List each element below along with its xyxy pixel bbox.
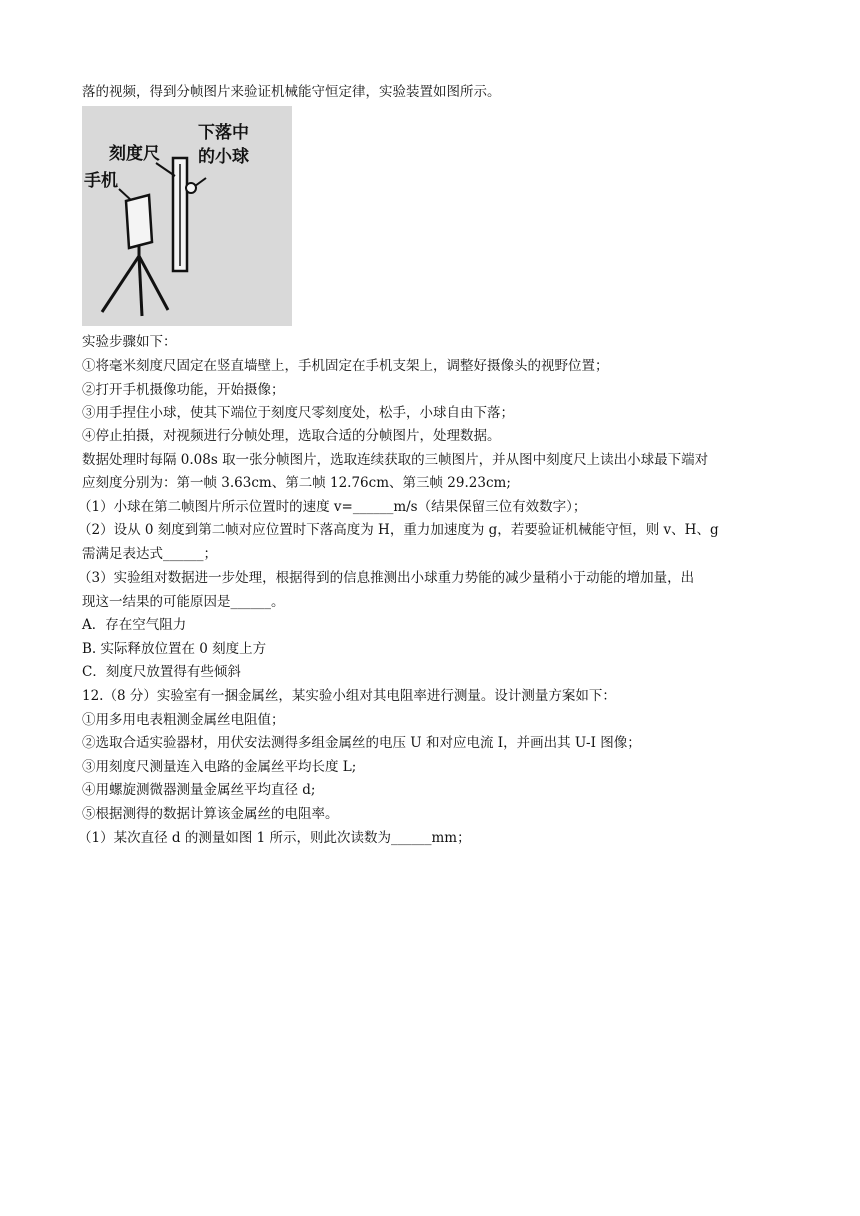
- step-item: ②打开手机摄像功能，开始摄像；: [82, 382, 285, 398]
- step-item: ③用手捏住小球，使其下端位于刻度尺零刻度处，松手，小球自由下落；: [82, 405, 514, 421]
- ball-shape: [186, 183, 196, 193]
- question-line: 需满足表达式______；: [82, 546, 217, 562]
- step-item: ⑤根据测得的数据计算该金属丝的电阻率。: [82, 806, 339, 822]
- option-a: A．存在空气阻力: [82, 617, 187, 633]
- question-line: （1）小球在第二帧图片所示位置时的速度 v=______m/s（结果保留三位有效数字）；: [78, 499, 587, 515]
- apparatus-diagram: [82, 106, 292, 326]
- step-item: ①用多用电表粗测金属丝电阻值；: [82, 712, 285, 728]
- text-line: 应刻度分别为：第一帧 3.63cm、第二帧 12.76cm、第三帧 29.23cm;: [82, 475, 511, 491]
- step-item: ②选取合适实验器材，用伏安法测得多组金属丝的电压 U 和对应电流 I，并画出其 U-I 图像；: [82, 735, 641, 751]
- ball-label-line1: 下落中: [198, 123, 249, 143]
- question-line: （3）实验组对数据进一步处理，根据得到的信息推测出小球重力势能的减少量稍小于动能的增加量，出: [78, 570, 695, 586]
- step-item: ①将毫米刻度尺固定在竖直墙壁上，手机固定在手机支架上，调整好摄像头的视野位置；: [82, 358, 609, 374]
- step-item: ③用刻度尺测量连入电路的金属丝平均长度 L;: [82, 759, 357, 775]
- phone-shape: [126, 195, 152, 248]
- step-item: ④停止拍摄，对视频进行分帧处理，选取合适的分帧图片，处理数据。: [82, 428, 501, 444]
- step-item: ④用螺旋测微器测量金属丝平均直径 d;: [82, 782, 316, 798]
- text-line: 落的视频，得到分帧图片来验证机械能守恒定律，实验装置如图所示。: [82, 84, 501, 100]
- phone-label: 手机: [84, 171, 118, 191]
- question-12-stem: 12.（8 分）实验室有一捆金属丝，某实验小组对其电阻率进行测量。设计测量方案如下：: [82, 688, 616, 704]
- ball-label-line2: 的小球: [198, 147, 249, 167]
- text-line: 实验步骤如下：: [82, 334, 177, 350]
- question-line: 现这一结果的可能原因是______。: [82, 594, 285, 610]
- apparatus-figure: [82, 106, 292, 326]
- question-line: （1）某次直径 d 的测量如图 1 所示，则此次读数为______mm；: [78, 830, 471, 846]
- text-line: 数据处理时每隔 0.08s 取一张分帧图片，选取连续获取的三帧图片，并从图中刻度尺上读出小球最下端对: [82, 452, 709, 468]
- option-b: B. 实际释放位置在 0 刻度上方: [82, 641, 267, 657]
- ruler-label: 刻度尺: [109, 144, 160, 164]
- option-c: C．刻度尺放置得有些倾斜: [82, 664, 241, 680]
- question-line: （2）设从 0 刻度到第二帧对应位置时下落高度为 H，重力加速度为 g，若要验证机械能守恒，则 v、H、g: [78, 522, 719, 538]
